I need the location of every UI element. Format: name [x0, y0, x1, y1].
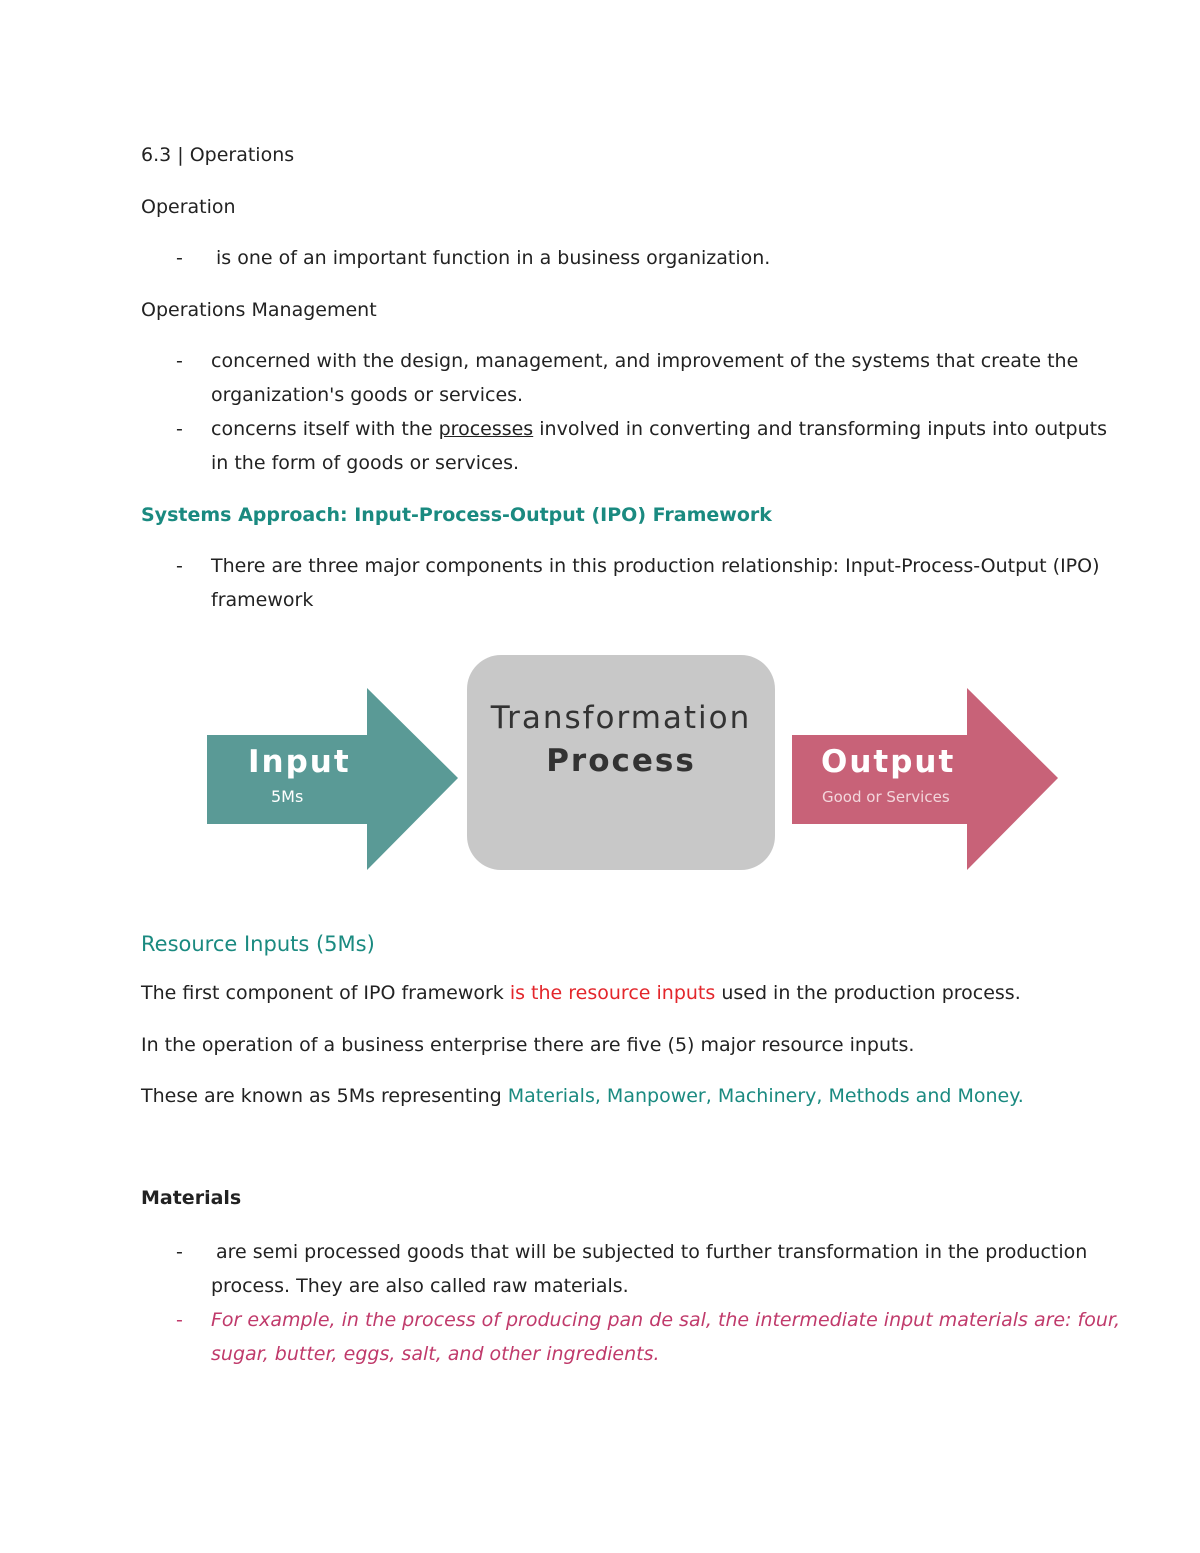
output-subtitle: Good or Services — [822, 788, 950, 806]
five-ms-list: Materials, Manpower, Machinery, Methods and Money. — [507, 1085, 1024, 1107]
resource-p3-pre: These are known as 5Ms representing — [141, 1085, 508, 1107]
operation-term: Operation — [141, 196, 236, 218]
input-subtitle: 5Ms — [271, 787, 304, 806]
ipo-bullet-line-2: framework — [211, 589, 314, 611]
bullet-dash: - — [176, 350, 183, 372]
bullet-dash: - — [176, 1309, 183, 1331]
processes-link[interactable]: processes — [438, 418, 534, 440]
resource-inputs-heading: Resource Inputs (5Ms) — [141, 932, 375, 956]
resource-p1-post: used in the production process. — [715, 982, 1021, 1004]
process-title-line-2: Process — [546, 743, 696, 779]
resource-p1-pre: The first component of IPO framework — [141, 982, 510, 1004]
om-bullet-2-line-2: in the form of goods or services. — [211, 452, 520, 474]
materials-heading: Materials — [141, 1187, 242, 1209]
input-title: Input — [248, 744, 351, 780]
bullet-dash: - — [176, 555, 183, 577]
materials-bullet-1-line-1: are semi processed goods that will be subjected to further transformation in the production — [216, 1241, 1088, 1263]
resource-paragraph-3 — [141, 1079, 1024, 1113]
om-bullet-1-line-2: organization's goods or services. — [211, 384, 524, 406]
operations-management-term: Operations Management — [141, 299, 377, 321]
materials-example-line-2: sugar, butter, eggs, salt, and other ingredients. — [211, 1343, 660, 1365]
materials-example-line-1: For example, in the process of producing pan de sal, the intermediate input materials are: four, — [211, 1309, 1120, 1331]
materials-bullet-1-line-2: process. They are also called raw materials. — [211, 1275, 629, 1297]
ipo-heading: Systems Approach: Input-Process-Output (IPO) Framework — [141, 504, 772, 526]
om-bullet-2-pre: concerns itself with the — [211, 418, 439, 440]
om-bullet-1-line-1: concerned with the design, management, and improvement of the systems that create the — [211, 350, 1079, 372]
operation-definition: is one of an important function in a business organization. — [216, 247, 771, 269]
resource-p1-highlight: is the resource inputs — [509, 982, 716, 1004]
bullet-dash: - — [176, 247, 183, 269]
page-title: 6.3 | Operations — [141, 144, 295, 166]
ipo-bullet-line-1: There are three major components in this production relationship: Input-Process-Output (IPO) — [211, 555, 1100, 577]
output-title: Output — [821, 744, 956, 780]
bullet-dash: - — [176, 1241, 183, 1263]
om-bullet-2-post: involved in converting and transforming inputs into outputs — [533, 418, 1108, 440]
ipo-diagram — [200, 650, 1070, 880]
bullet-dash: - — [176, 418, 183, 440]
om-bullet-2-line-1 — [211, 412, 1107, 446]
resource-paragraph-1 — [141, 976, 1021, 1010]
resource-paragraph-2: In the operation of a business enterprise there are five (5) major resource inputs. — [141, 1034, 915, 1056]
process-title-line-1: Transformation — [490, 700, 752, 736]
